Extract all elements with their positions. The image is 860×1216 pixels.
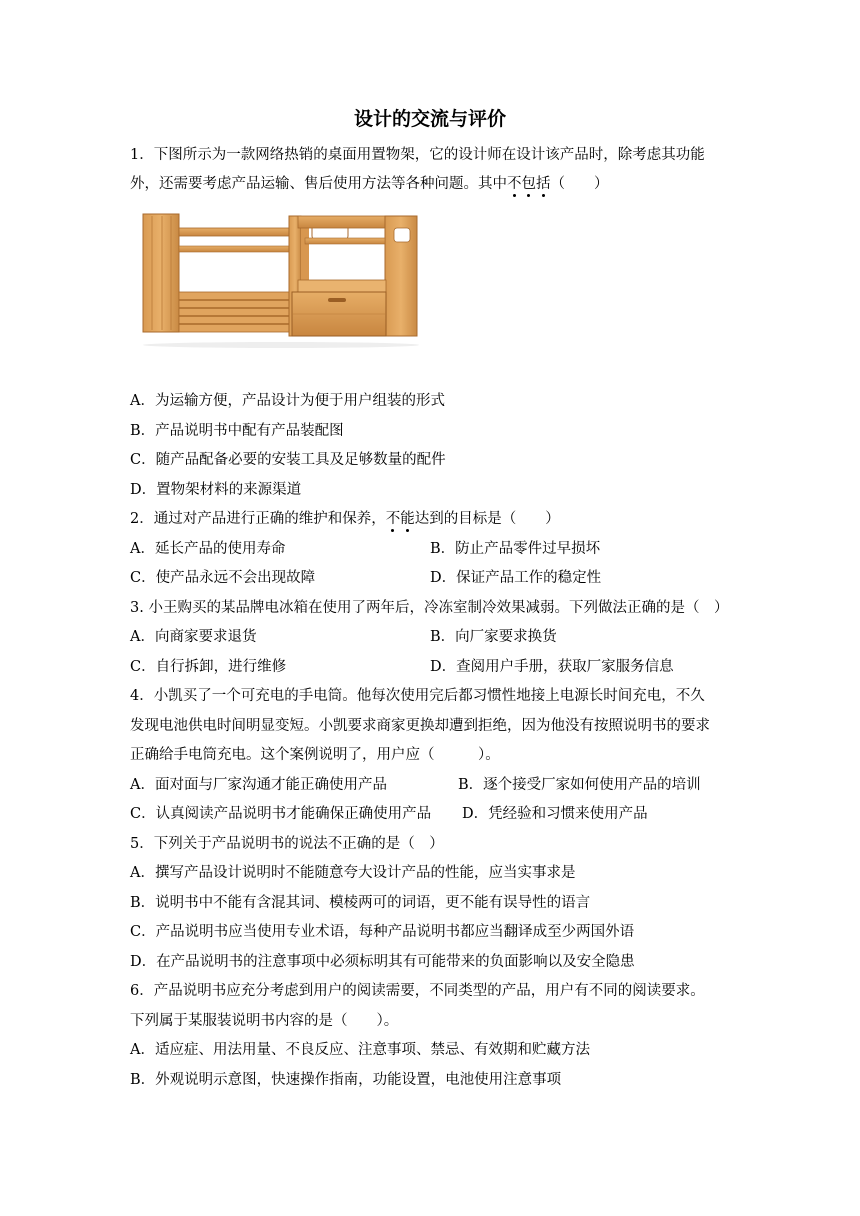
q1-option-d: D．置物架材料的来源渠道 xyxy=(130,482,302,498)
q1-option-c: C．随产品配备必要的安装工具及足够数量的配件 xyxy=(130,452,446,468)
q6-option-b: B．外观说明示意图，快速操作指南，功能设置，电池使用注意事项 xyxy=(130,1072,562,1088)
q6-stem-line-1: 6．产品说明书应充分考虑到用户的阅读需要，不同类型的产品，用户有不同的阅读要求。 xyxy=(130,983,705,999)
emphasis-char: 不 xyxy=(385,511,401,527)
q2-option-b: B．防止产品零件过早损坏 xyxy=(430,541,601,557)
q5-option-c: C．产品说明书应当使用专业术语，每种产品说明书都应当翻译成至少两国外语 xyxy=(130,924,635,940)
q1-option-a: A．为运输方便，产品设计为便于用户组装的形式 xyxy=(130,393,445,409)
q5-stem: 5．下列关于产品说明书的说法不正确的是（ ） xyxy=(130,836,444,852)
q5-option-d: D．在产品说明书的注意事项中必须标明其有可能带来的负面影响以及安全隐患 xyxy=(130,954,635,970)
q3-option-a: A．向商家要求退货 xyxy=(130,629,257,645)
q4-stem-line-3: 正确给手电筒充电。这个案例说明了，用户应（ ）。 xyxy=(130,747,500,763)
q4-option-b: B．逐个接受厂家如何使用产品的培训 xyxy=(458,777,701,793)
page-title: 设计的交流与评价 xyxy=(353,108,506,130)
q1-stem-line-1: 1．下图所示为一款网络热销的桌面用置物架，它的设计师在设计该产品时，除考虑其功能 xyxy=(130,147,705,163)
q6-option-a: A．适应症、用法用量、不良反应、注意事项、禁忌、有效期和贮藏方法 xyxy=(130,1042,590,1058)
q4-option-d: D．凭经验和习惯来使用产品 xyxy=(462,806,648,822)
q3-option-b: B．向厂家要求换货 xyxy=(430,629,557,645)
q2-stem-text-end: 达到的目标是（ ） xyxy=(414,511,560,527)
q2-option-a: A．延长产品的使用寿命 xyxy=(130,541,286,557)
q2-option-d: D．保证产品工作的稳定性 xyxy=(430,570,602,586)
q4-stem-line-1: 4．小凯买了一个可充电的手电筒。他每次使用完后都习惯性地接上电源长时间充电，不久 xyxy=(130,688,705,704)
q5-option-a: A．撰写产品设计说明时不能随意夸大设计产品的性能，应当实事求是 xyxy=(130,865,576,881)
q1-option-b: B．产品说明书中配有产品装配图 xyxy=(130,423,344,439)
q3-option-d: D．查阅用户手册，获取厂家服务信息 xyxy=(430,659,674,675)
q5-option-b: B．说明书中不能有含混其词、模棱两可的词语，更不能有误导性的语言 xyxy=(130,895,591,911)
q2-stem-text: 2．通过对产品进行正确的维护和保养， xyxy=(130,511,386,527)
answer-blank: （ ） xyxy=(550,176,609,192)
q4-option-c: C．认真阅读产品说明书才能确保正确使用产品 xyxy=(130,806,432,822)
q4-option-a: A．面对面与厂家沟通才能正确使用产品 xyxy=(130,777,387,793)
emphasis-char: 能 xyxy=(400,511,415,527)
emphasis-char: 不 xyxy=(507,176,522,192)
emphasis-char: 括 xyxy=(536,176,551,192)
q3-stem: 3. 小王购买的某品牌电冰箱在使用了两年后，冷冻室制冷效果减弱。下列做法正确的是（ ） xyxy=(130,600,729,616)
q1-stem-line-2 xyxy=(130,174,609,194)
q2-option-c: C．使产品永远不会出现故障 xyxy=(130,570,316,586)
emphasis-char: 包 xyxy=(521,176,536,192)
q3-option-c: C．自行拆卸，进行维修 xyxy=(130,659,287,675)
bamboo-shelf-image xyxy=(140,208,423,351)
q6-stem-line-2: 下列属于某服装说明书内容的是（ ）。 xyxy=(130,1013,399,1029)
q2-stem xyxy=(130,509,560,529)
q1-stem-text: 外，还需要考虑产品运输、售后使用方法等各种问题。其中 xyxy=(130,176,507,192)
q4-stem-line-2: 发现电池供电时间明显变短。小凯要求商家更换却遭到拒绝，因为他没有按照说明书的要求 xyxy=(130,718,710,734)
